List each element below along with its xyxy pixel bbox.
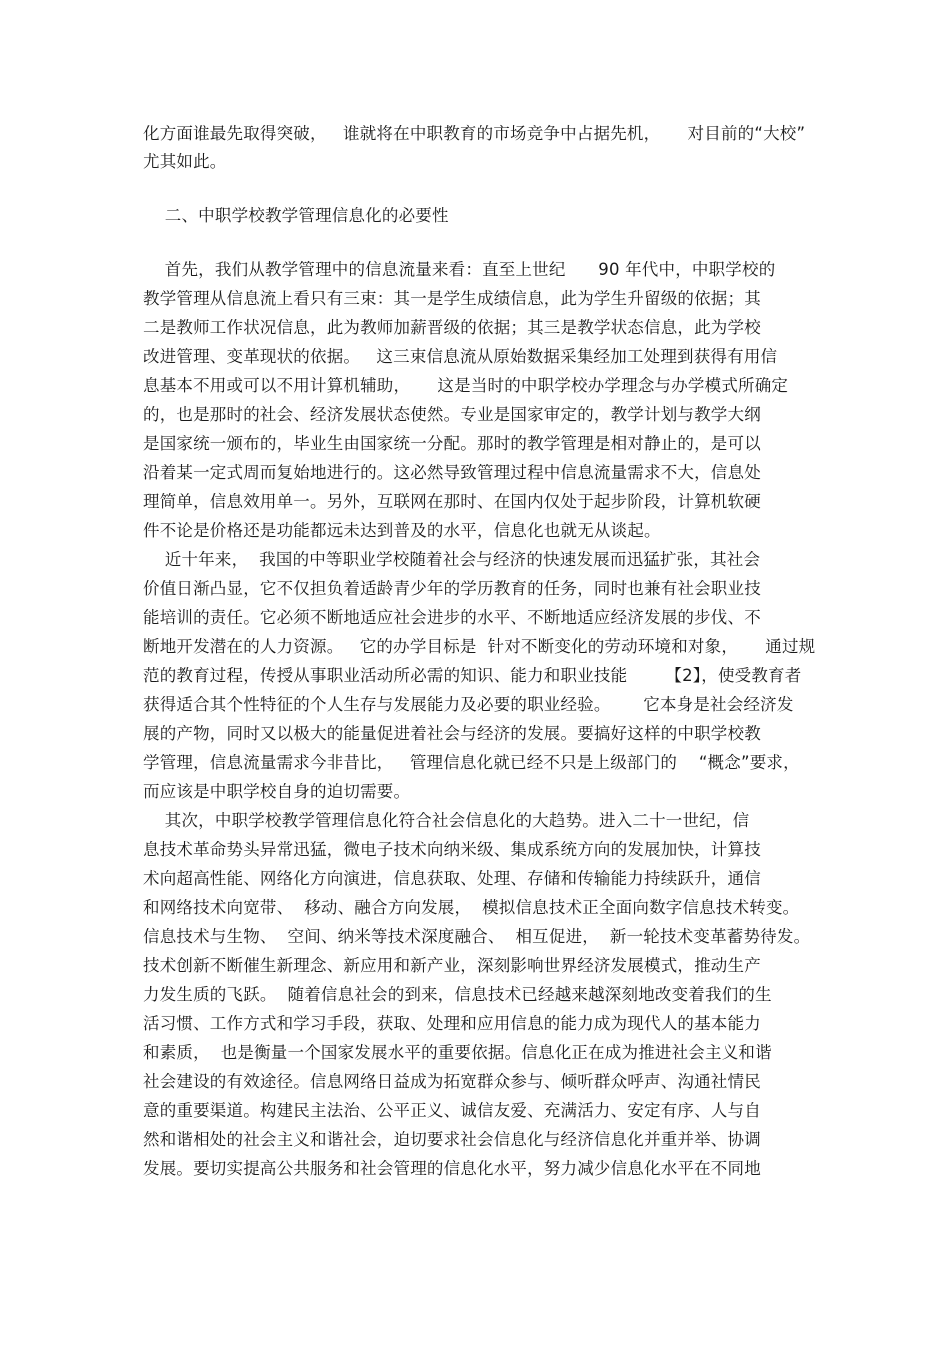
text-line: 和素质， 也是衡量一个国家发展水平的重要依据。信息化正在成为推进社会主义和谐 xyxy=(143,1043,772,1062)
text-line: 化方面谁最先取得突破， 谁就将在中职教育的市场竞争中占据先机， 对目前的“大校” xyxy=(143,124,806,143)
text-line: 力发生质的飞跃。 随着信息社会的到来，信息技术已经越来越深刻地改变着我们的生 xyxy=(143,985,772,1004)
text-line: 学管理，信息流量需求今非昔比， 管理信息化就已经不只是上级部门的 “概念”要求， xyxy=(143,753,800,772)
text-line: 范的教育过程，传授从事职业活动所必需的知识、能力和职业技能 【2】，使受教育者 xyxy=(143,666,802,685)
text-line: 能培训的责任。它必须不断地适应社会进步的水平、不断地适应经济发展的步伐、不 xyxy=(143,608,761,627)
text-line: 教学管理从信息流上看只有三束：其一是学生成绩信息，此为学生升留级的依据；其 xyxy=(143,289,761,308)
text-line: 价值日渐凸显，它不仅担负着适龄青少年的学历教育的任务，同时也兼有社会职业技 xyxy=(143,579,761,598)
text-line: 断地开发潜在的人力资源。 它的办学目标是 针对不断变化的劳动环境和对象， 通过规 xyxy=(143,637,816,656)
text-line: 是国家统一颁布的，毕业生由国家统一分配。那时的教学管理是相对静止的，是可以 xyxy=(143,434,761,453)
text-line: 信息技术与生物、 空间、纳米等技术深度融合、 相互促进， 新一轮技术变革蓄势待发。 xyxy=(143,927,811,946)
text-line: 其次，中职学校教学管理信息化符合社会信息化的大趋势。进入二十一世纪，信 xyxy=(143,811,750,830)
text-line: 首先，我们从教学管理中的信息流量来看：直至上世纪 90 年代中，中职学校的 xyxy=(143,260,776,279)
text-line: 改进管理、变革现状的依据。 这三束信息流从原始数据采集经加工处理到获得有用信 xyxy=(143,347,778,366)
text-line: 件不论是价格还是功能都远未达到普及的水平，信息化也就无从谈起。 xyxy=(143,521,661,540)
text-line: 发展。要切实提高公共服务和社会管理的信息化水平，努力减少信息化水平在不同地 xyxy=(143,1159,761,1178)
text-line: 而应该是中职学校自身的迫切需要。 xyxy=(143,782,411,801)
text-line: 沿着某一定式周而复始地进行的。这必然导致管理过程中信息流量需求不大，信息处 xyxy=(143,463,761,482)
text-line: 术向超高性能、网络化方向演进，信息获取、处理、存储和传输能力持续跃升，通信 xyxy=(143,869,761,888)
text-line: 获得适合其个性特征的个人生存与发展能力及必要的职业经验。 它本身是社会经济发 xyxy=(143,695,794,714)
text-line: 活习惯、工作方式和学习手段，获取、处理和应用信息的能力成为现代人的基本能力 xyxy=(143,1014,761,1033)
text-line: 尤其如此。 xyxy=(143,152,227,171)
text-line: 然和谐相处的社会主义和谐社会，迫切要求社会信息化与经济信息化并重并举、协调 xyxy=(143,1130,761,1149)
text-line: 息基本不用或可以不用计算机辅助， 这是当时的中职学校办学理念与办学模式所确定 xyxy=(143,376,789,395)
text-line: 社会建设的有效途径。信息网络日益成为拓宽群众参与、倾听群众呼声、沟通社情民 xyxy=(143,1072,761,1091)
text-line: 的，也是那时的社会、经济发展状态使然。专业是国家审定的，教学计划与教学大纲 xyxy=(143,405,761,424)
text-line: 近十年来， 我国的中等职业学校随着社会与经济的快速发展而迅猛扩张，其社会 xyxy=(143,550,761,569)
text-line: 和网络技术向宽带、 移动、融合方向发展， 模拟信息技术正全面向数字信息技术转变。 xyxy=(143,898,800,917)
text-line: 二是教师工作状况信息，此为教师加薪晋级的依据；其三是教学状态信息，此为学校 xyxy=(143,318,761,337)
text-line: 意的重要渠道。构建民主法治、公平正义、诚信友爱、充满活力、安定有序、人与自 xyxy=(143,1101,761,1120)
section-heading: 二、中职学校教学管理信息化的必要性 xyxy=(143,206,449,225)
text-line: 技术创新不断催生新理念、新应用和新产业，深刻影响世界经济发展模式，推动生产 xyxy=(143,956,761,975)
text-line: 理简单，信息效用单一。另外，互联网在那时、在国内仅处于起步阶段，计算机软硬 xyxy=(143,492,761,511)
text-line: 息技术革命势头异常迅猛，微电子技术向纳米级、集成系统方向的发展加快，计算技 xyxy=(143,840,761,859)
text-line: 展的产物，同时又以极大的能量促进着社会与经济的发展。要搞好这样的中职学校教 xyxy=(143,724,761,743)
